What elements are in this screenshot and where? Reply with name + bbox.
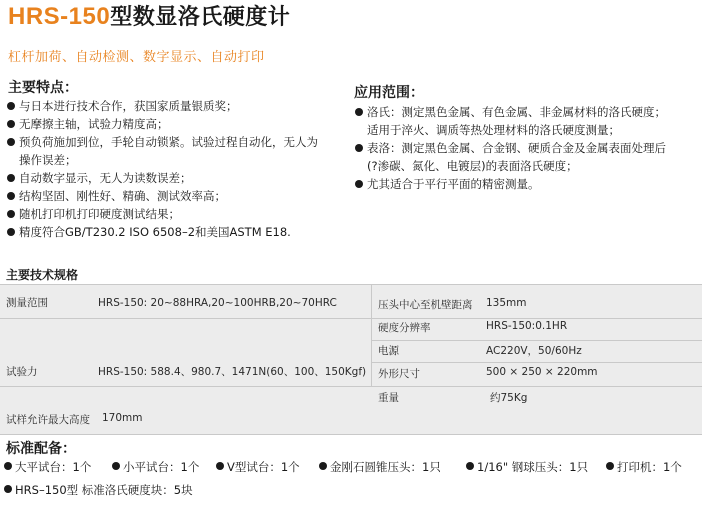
divider (0, 318, 702, 319)
divider (371, 340, 702, 341)
features-list (6, 97, 318, 241)
page-title (8, 0, 290, 31)
title-text: 型数显洛氏硬度计 (110, 5, 291, 30)
list-item: 尤其适合于平行平面的精密测量。 (354, 175, 666, 193)
bullet-icon (319, 462, 327, 470)
bullet-icon (7, 120, 15, 128)
divider (0, 284, 702, 285)
equipment-item: HRS–150型 标准洛氏硬度块：5块 (4, 482, 193, 498)
features-heading: 主要特点： (8, 80, 78, 96)
spec-label-range: 测量范围 (6, 297, 48, 309)
subtitle: 杠杆加荷、自动检测、数字显示、自动打印 (8, 50, 265, 65)
spec-label-force: 试验力 (6, 366, 38, 378)
spec-label-height: 试样允许最大高度 (6, 414, 90, 426)
bullet-icon (112, 462, 120, 470)
spec-value-resolution: HRS-150:0.1HR (486, 320, 568, 332)
spec-label-dimensions: 外形尺寸 (378, 368, 420, 380)
equipment-item: 小平试台：1个 (112, 459, 199, 475)
divider (0, 386, 702, 387)
bullet-icon (7, 210, 15, 218)
list-item: 洛氏：测定黑色金属、有色金属、非金属材料的洛氏硬度； 适用于淬火、调质等热处理材料的洛氏硬度测量； (354, 103, 666, 139)
list-item: 表洛：测定黑色金属、合金钢、硬质合金及金属表面处理后 (?渗碳、氮化、电镀层)的表面洛氏硬度； (354, 139, 666, 175)
list-item: 无摩擦主轴，试验力精度高； (6, 115, 318, 133)
bullet-icon (466, 462, 474, 470)
bullet-icon (4, 462, 12, 470)
list-item: 预负荷施加到位，手轮自动锁紧。试验过程自动化，无人为 操作误差； (6, 133, 318, 169)
bullet-icon (4, 485, 12, 493)
model-name: HRS-150 (8, 3, 111, 30)
spec-value-weight: 约75Kg (490, 392, 528, 404)
list-item: 结构坚固、刚性好、精确、测试效率高； (6, 187, 318, 205)
spec-value-height: 170mm (102, 412, 143, 424)
equipment-item: 打印机：1个 (606, 459, 682, 475)
applications-list (354, 103, 666, 193)
spec-value-power: AC220V，50/60Hz (486, 345, 582, 357)
spec-label-distance: 压头中心至机壁距离 (378, 299, 473, 311)
equipment-item: V型试台：1个 (216, 459, 300, 475)
bullet-icon (7, 228, 15, 236)
list-item: 随机打印机打印硬度测试结果； (6, 205, 318, 223)
list-item: 与日本进行技术合作，获国家质量银质奖； (6, 97, 318, 115)
specs-heading: 主要技术规格 (6, 268, 79, 282)
bullet-icon (606, 462, 614, 470)
spec-label-resolution: 硬度分辨率 (378, 322, 431, 334)
list-item: 自动数字显示，无人为读数误差； (6, 169, 318, 187)
divider (371, 284, 372, 386)
spec-label-power: 电源 (378, 345, 399, 357)
bullet-icon (7, 138, 15, 146)
spec-value-dimensions: 500 × 250 × 220mm (486, 366, 598, 378)
spec-label-weight: 重量 (378, 392, 399, 404)
bullet-icon (216, 462, 224, 470)
bullet-icon (7, 192, 15, 200)
divider (0, 434, 702, 435)
divider (371, 362, 702, 363)
equipment-item: 金刚石圆锥压头：1只 (319, 459, 441, 475)
spec-value-distance: 135mm (486, 297, 527, 309)
bullet-icon (7, 102, 15, 110)
applications-heading: 应用范围： (354, 85, 424, 101)
list-item: 精度符合GB/T230.2 ISO 6508–2和美国ASTM E18. (6, 223, 318, 241)
bullet-icon (355, 108, 363, 116)
equipment-heading: 标准配备： (6, 441, 76, 457)
bullet-icon (355, 180, 363, 188)
bullet-icon (7, 174, 15, 182)
bullet-icon (355, 144, 363, 152)
spec-value-force: HRS-150: 588.4、980.7、1471N(60、100、150Kgf) (98, 366, 367, 378)
equipment-item: 1/16" 钢球压头：1只 (466, 459, 588, 475)
spec-value-range: HRS-150: 20~88HRA,20~100HRB,20~70HRC (98, 297, 337, 309)
equipment-item: 大平试台：1个 (4, 459, 91, 475)
